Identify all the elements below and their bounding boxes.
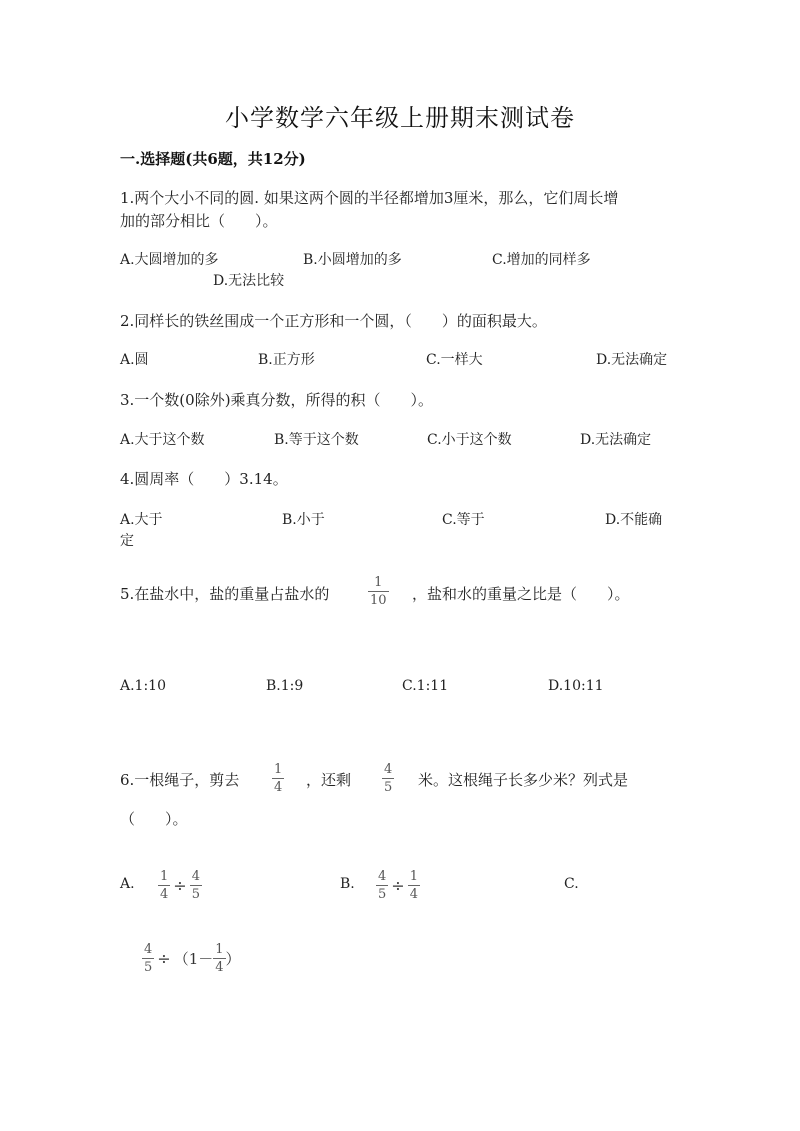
fraction [190, 870, 202, 901]
page-title: 小学数学六年级上册期末测试卷 [225, 104, 575, 132]
fraction-numerator: 4 [144, 942, 153, 957]
question-1-option-b[interactable]: B.小圆增加的多 [303, 252, 402, 268]
question-1-line-2: 加的部分相比（ ）。 [120, 212, 278, 230]
fraction-one-tenth [368, 576, 389, 607]
question-1-line-1: 1.两个大小不同的圆. 如果这两个圆的半径都增加3厘米，那么，它们周长增 [120, 189, 619, 207]
fraction [376, 870, 388, 901]
fraction-denominator: 4 [160, 887, 169, 902]
question-1-option-d[interactable]: D.无法比较 [213, 273, 285, 289]
question-4-option-a[interactable]: A.大于 [120, 512, 163, 528]
fraction-numerator: 4 [378, 869, 387, 884]
fraction-numerator: 1 [160, 869, 169, 884]
question-6-option-a-label[interactable]: A. [120, 876, 135, 892]
fraction-numerator: 4 [191, 869, 200, 884]
question-2-option-c[interactable]: C.一样大 [426, 352, 483, 368]
question-6-option-c-label[interactable]: C. [564, 876, 579, 892]
question-1-option-a[interactable]: A.大圆增加的多 [120, 252, 219, 268]
fraction [142, 943, 154, 974]
question-6-option-b-label[interactable]: B. [340, 876, 355, 892]
question-3-option-a[interactable]: A.大于这个数 [120, 432, 205, 448]
fraction [158, 870, 170, 901]
question-6-text-part-1: 6.一根绳子，剪去 [120, 771, 240, 789]
fraction [408, 870, 420, 901]
question-4-option-c[interactable]: C.等于 [442, 512, 485, 528]
fraction-denominator: 5 [144, 960, 153, 975]
question-2-option-a[interactable]: A.圆 [120, 352, 149, 368]
question-5-option-d[interactable]: D.10:11 [548, 678, 604, 694]
question-2-option-b[interactable]: B.正方形 [258, 352, 315, 368]
question-3-option-c[interactable]: C.小于这个数 [427, 432, 512, 448]
fraction-denominator: 5 [191, 887, 200, 902]
question-5-text-part-2: ，盐和水的重量之比是（ ）。 [412, 585, 630, 603]
fraction-numerator: 1 [409, 869, 418, 884]
question-5-text-part-1: 5.在盐水中，盐的重量占盐水的 [120, 585, 330, 603]
question-4-option-d[interactable]: D.不能确 [605, 512, 663, 528]
question-4-option-b[interactable]: B.小于 [282, 512, 325, 528]
question-1-option-c[interactable]: C.增加的同样多 [492, 252, 591, 268]
question-6-line-2: （ ）。 [120, 810, 188, 828]
question-6-option-a-expression[interactable] [158, 870, 202, 901]
fraction-numerator: 1 [374, 575, 383, 590]
question-5-option-b[interactable]: B.1:9 [266, 678, 304, 694]
open-paren-one-minus: （1－ [173, 950, 214, 968]
question-4-text: 4.圆周率（ ）3.14。 [120, 470, 288, 488]
question-3-option-b[interactable]: B.等于这个数 [274, 432, 359, 448]
fraction-denominator: 4 [274, 780, 283, 795]
question-5-option-c[interactable]: C.1:11 [402, 678, 449, 694]
fraction-denominator: 10 [370, 593, 387, 608]
fraction-four-fifths [382, 763, 394, 794]
fraction-numerator: 4 [384, 762, 393, 777]
divide-sign: ÷ [173, 876, 187, 895]
question-2-option-d[interactable]: D.无法确定 [596, 352, 668, 368]
fraction-denominator: 5 [384, 780, 393, 795]
fraction-numerator: 1 [215, 942, 224, 957]
fraction [213, 943, 225, 974]
section-heading: 一.选择题(共6题，共12分) [120, 150, 306, 168]
fraction-one-quarter [272, 763, 284, 794]
question-3-option-d[interactable]: D.无法确定 [580, 432, 652, 448]
question-6-text-part-3: 米。这根绳子长多少米？列式是 [418, 771, 629, 789]
question-3-text: 3.一个数(0除外)乘真分数，所得的积（ ）。 [120, 391, 434, 409]
fraction-denominator: 4 [215, 960, 224, 975]
fraction-denominator: 5 [378, 887, 387, 902]
close-paren: ） [225, 950, 241, 968]
question-6-option-b-expression[interactable] [376, 870, 420, 901]
question-6-text-part-2: ，还剩 [306, 771, 352, 789]
question-2-text: 2.同样长的铁丝围成一个正方形和一个圆，（ ）的面积最大。 [120, 312, 547, 330]
fraction-denominator: 4 [409, 887, 418, 902]
question-4-option-d-wrap: 定 [120, 533, 134, 549]
question-6-option-c-expression[interactable] [142, 943, 241, 974]
divide-sign: ÷ [157, 949, 171, 968]
fraction-numerator: 1 [274, 762, 283, 777]
question-5-option-a[interactable]: A.1:10 [120, 678, 166, 694]
divide-sign: ÷ [391, 876, 405, 895]
